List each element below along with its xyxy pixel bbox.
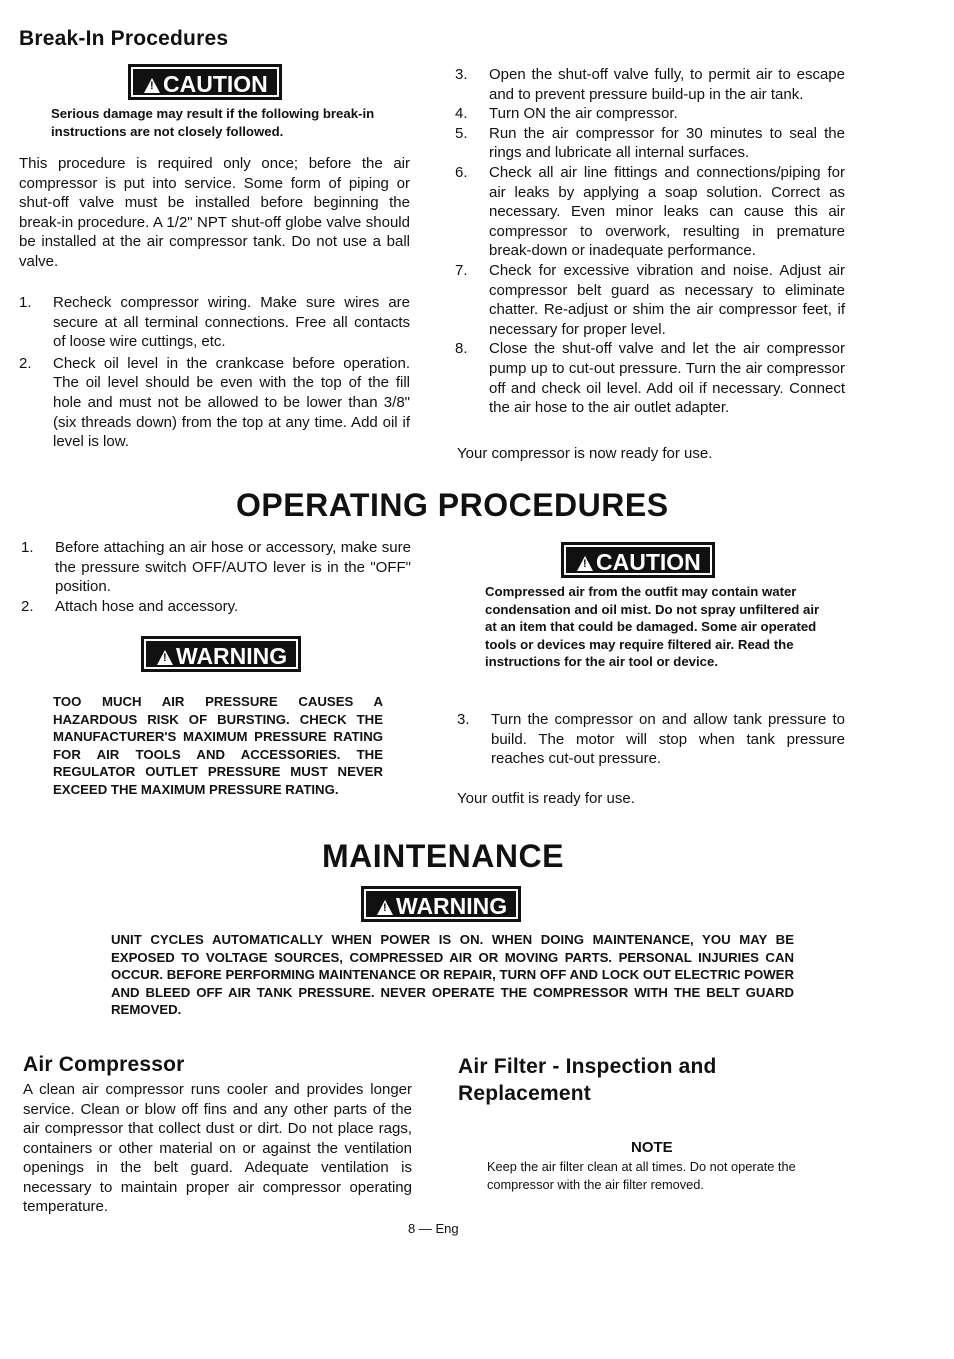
maintenance-warning-badge xyxy=(361,886,521,922)
list-item: 8. Close the shut-off valve and let the air compressor pump up to cut-out pressure. Turn the air compressor off and check oil level. Add oil if necessary. Connect the air hose to the air outlet adapter. xyxy=(455,340,845,417)
operating-warning-text: TOO MUCH AIR PRESSURE CAUSES A HAZARDOUS RISK OF BURSTING. CHECK THE MANUFACTURER'S MAXIMUM PRESSURE RATING FOR AIR TOOLS AND ACCESSORIES. THE REGULATOR OUTLET PRESSURE MUST NEVER EXCEED THE MAXIMUM PRESSURE RATING. xyxy=(53,694,383,797)
air-compressor-text: A clean air compressor runs cooler and provides longer service. Clean or blow off fins and any other parts of the air compressor that collect dust or dirt. Do not place rags, containers or other material on or against the ventilation openings in the belt guard. Adequate ventilation is necessary to maintain proper air compressor operating temperature. xyxy=(23,1081,412,1215)
note-label: NOTE xyxy=(631,1139,673,1156)
compressor-ready-text: Your compressor is now ready for use. xyxy=(457,445,713,462)
list-item: 5. Run the air compressor for 30 minutes to seal the rings and lubricate all internal surfaces. xyxy=(455,124,845,162)
maintenance-title: MAINTENANCE xyxy=(322,838,564,874)
list-item: 3. Turn the compressor on and allow tank pressure to build. The motor will stop when tank pressure reaches cut-out pressure. xyxy=(457,711,845,768)
operating-procedures-title: OPERATING PROCEDURES xyxy=(236,487,669,523)
warning-triangle-icon xyxy=(157,650,173,665)
operating-steps-right xyxy=(457,710,845,769)
list-item: 7. Check for excessive vibration and noise. Adjust air compressor belt guard as necessary to eliminate chatter. Re-adjust or shim the air compressor feet, if necessary for proper level. xyxy=(455,261,845,338)
air-filter-title: Air Filter - Inspection and Replacement xyxy=(458,1055,717,1105)
list-item: 1. Recheck compressor wiring. Make sure wires are secure at all terminal connections. Free all contacts of loose wire cuttings, etc. xyxy=(19,294,410,351)
caution-label: CAUTION xyxy=(163,71,268,97)
list-item: 6. Check all air line fittings and connections/piping for air leaks by applying a soap solution. Correct as necessary. Even minor leaks can cause this air compressor to overwork, resulting in premature break-down or inadequate performance. xyxy=(455,163,845,260)
break-in-steps-left xyxy=(19,293,410,452)
caution-label: CAUTION xyxy=(596,549,701,575)
air-filter-note-text: Keep the air filter clean at all times. Do not operate the compressor with the air filter removed. xyxy=(487,1159,796,1192)
operating-caution-badge xyxy=(561,542,715,578)
page-number: 8 — Eng xyxy=(408,1221,459,1236)
outfit-ready-text: Your outfit is ready for use. xyxy=(457,790,635,807)
warning-triangle-icon xyxy=(144,78,160,93)
break-in-steps-right xyxy=(455,65,845,418)
list-item: 3. Open the shut-off valve fully, to permit air to escape and to prevent pressure build-up in the air tank. xyxy=(455,66,845,103)
warning-label: WARNING xyxy=(176,643,288,669)
warning-triangle-icon xyxy=(577,556,593,571)
break-in-caution-text: Serious damage may result if the following break-in instructions are not closely followed. xyxy=(51,106,375,139)
warning-triangle-icon xyxy=(377,900,393,915)
air-compressor-title: Air Compressor xyxy=(23,1053,185,1076)
operating-steps-left xyxy=(21,538,411,616)
break-in-intro: This procedure is required only once; before the air compressor is put into service. Some form of piping or shut-off valve must be installed before beginning the break-in procedure. A 1/2" NPT shut-off globe valve should be installed at the air compressor tank. Do not use a ball valve. xyxy=(19,155,410,270)
break-in-caution-badge xyxy=(128,64,282,100)
maintenance-warning-text: UNIT CYCLES AUTOMATICALLY WHEN POWER IS ON. WHEN DOING MAINTENANCE, YOU MAY BE EXPOSED TO VOLTAGE SOURCES, COMPRESSED AIR OR MOVING PARTS. PERSONAL INJURIES CAN OCCUR. BEFORE PERFORMING MAINTENANCE OR REPAIR, TURN OFF AND LOCK OUT ELECTRIC POWER AND BLEED OFF AIR TANK PRESSURE. NEVER OPERATE THE COMPRESSOR WITH THE BELT GUARD REMOVED. xyxy=(111,932,794,1018)
list-item: 2. Check oil level in the crankcase before operation. The oil level should be even with the top of the fill hole and must not be allowed to be lower than 3/8" (six threads down) from the top at any time. Add oil if level is low. xyxy=(19,354,410,451)
operating-caution-text: Compressed air from the outfit may contain water condensation and oil mist. Do not spray unfiltered air at an item that could be damaged. Some air operated tools or devices may require filtered air. Read the instructions for the air tool or device. xyxy=(485,584,820,670)
warning-label: WARNING xyxy=(396,893,508,919)
list-item: 2. Attach hose and accessory. xyxy=(21,597,239,615)
list-item: 4. Turn ON the air compressor. xyxy=(455,105,678,123)
operating-warning-badge xyxy=(141,636,301,672)
break-in-title: Break-In Procedures xyxy=(19,27,229,50)
list-item: 1. Before attaching an air hose or accessory, make sure the pressure switch OFF/AUTO lever is in the "OFF" position. xyxy=(21,539,411,596)
